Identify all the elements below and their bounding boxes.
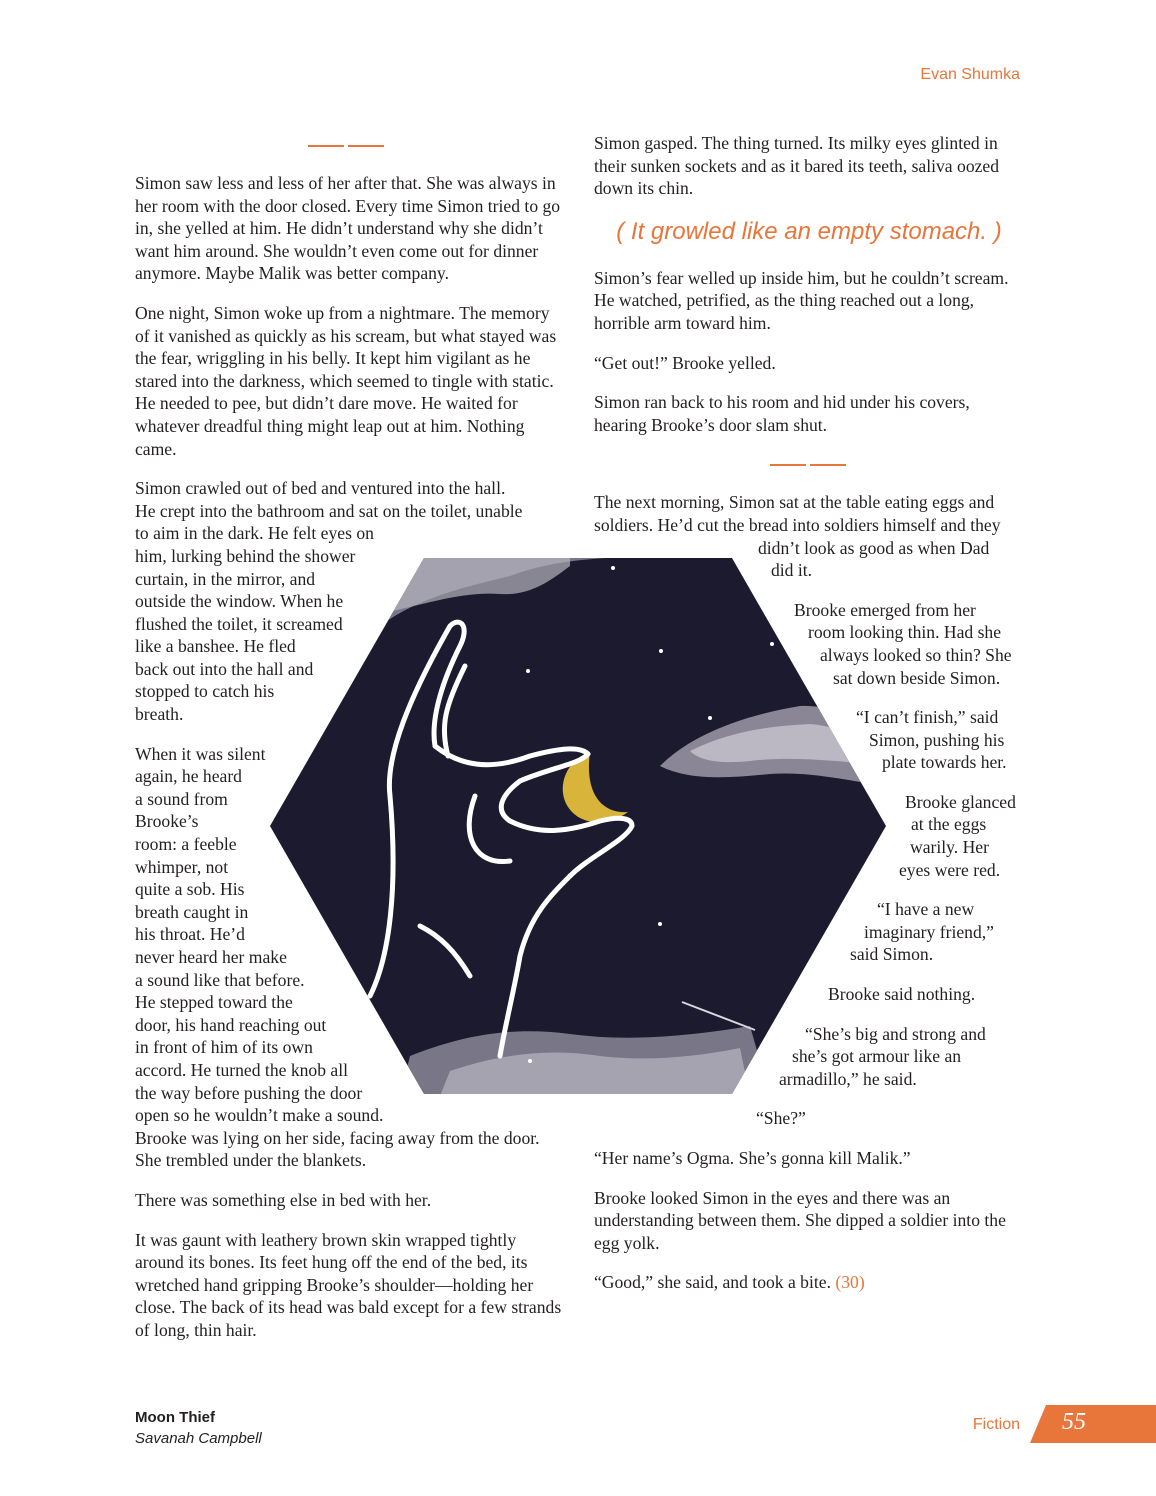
paragraph-wrapped: Simon crawled out of bed and ventured into the hall. He crept into the bathroom and sat on the toilet, unable to aim in the dark. He felt eyes on him, lurking behind the shower curtain, in the mirror, and outside the window. When he flushed the toilet, it screamed like a banshee. He fled back out into the hall and stopped to catch his breath. (135, 478, 523, 725)
paragraph-wrapped: When it was silent again, he heard a sound from Brooke’s room: a feeble whimper, not quite a sob. His breath caught in his throat. He’d never heard her make a sound like that before. He stepped toward the door, his hand reaching out in front of him of its own accord. He turned the knob all the way before pushing the door open so he wouldn’t make a sound. Brooke was lying on her side, facing away from the door. She trembled under the blankets. (135, 743, 540, 1171)
paragraph: “Her name’s Ogma. She’s gonna kill Malik.” (594, 1148, 911, 1168)
page-number-tab (1030, 1405, 1156, 1443)
paragraph-wrapped: Brooke glanced at the eggs warily. Her eyes were red. (899, 791, 1016, 880)
star-icon (528, 1059, 532, 1063)
paragraph: Simon saw less and less of her after that. She was always in her room with the door closed. Every time Simon tried to go in, she yelled at him. He didn’t understand why she didn’t want him around. She wouldn’t even come out for dinner anymore. Maybe Malik was better company. (135, 173, 561, 284)
pull-quote: ( It growled like an empty stomach. ) (616, 217, 1002, 245)
paragraph-wrapped: The next morning, Simon sat at the table eating eggs and soldiers. He’d cut the bread into soldiers himself and they didn’t look as good as when Dad did it. (594, 492, 1001, 581)
paragraph: “Good,” she said, and took a bite. (30) (594, 1272, 865, 1293)
running-header-author: Evan Shumka (920, 66, 1020, 83)
paragraph-wrapped: Brooke said nothing. (828, 984, 976, 1005)
story-author: Savanah Campbell (135, 1430, 262, 1447)
paragraph-wrapped: “I have a new imaginary friend,” said Simon. (850, 899, 994, 965)
star-icon (659, 649, 663, 653)
paragraph: It was gaunt with leathery brown skin wrapped tightly around its bones. Its feet hung off the end of the bed, its wretched hand gripping Brooke’s shoulder—holding her close. The back of its head was bald except for a few strands of long, thin hair. (135, 1229, 562, 1340)
star-icon (658, 922, 662, 926)
reference-number: (30) (835, 1272, 865, 1293)
paragraph-wrapped: “She?” (756, 1108, 806, 1129)
section-divider (308, 145, 384, 148)
moon-thief-illustration (270, 556, 886, 1096)
paragraph: Simon’s fear welled up inside him, but he couldn’t scream. He watched, petrified, as the thing reached out a long, horrible arm toward him. (594, 267, 1009, 333)
star-icon (708, 716, 712, 720)
paragraph: Simon ran back to his room and hid under his covers, hearing Brooke’s door slam shut. (594, 392, 970, 435)
star-icon (526, 669, 530, 673)
paragraph: Brooke looked Simon in the eyes and there was an understanding between them. She dipped a soldier into the egg yolk. (594, 1187, 1006, 1253)
star-icon (611, 566, 615, 570)
paragraph: There was something else in bed with her. (135, 1189, 432, 1210)
paragraph: Simon gasped. The thing turned. Its milky eyes glinted in their sunken sockets and as it bared its teeth, saliva oozed down its chin. (594, 133, 1000, 199)
paragraph: “Get out!” Brooke yelled. (594, 352, 776, 373)
paragraph-wrapped: Brooke emerged from her room looking thin. Had she always looked so thin? She sat down beside Simon. (794, 599, 1012, 688)
paragraph-wrapped: “She’s big and strong and she’s got armour like an armadillo,” he said. (779, 1023, 986, 1089)
star-icon (770, 642, 774, 646)
paragraph: One night, Simon woke up from a nightmare. The memory of it vanished as quickly as his scream, but what stayed was the fear, wriggling in his belly. It kept him vigilant as he stared into the darkness, which seemed to tingle with static. He needed to pee, but didn’t dare move. He waited for whatever dreadful thing might leap out at him. Nothing came. (135, 302, 557, 459)
story-title: Moon Thief (135, 1409, 215, 1426)
paragraph-wrapped: “I can’t finish,” said Simon, pushing his plate towards her. (856, 707, 1007, 773)
section-label: Fiction (972, 1416, 1020, 1433)
page-number: 55 (1062, 1409, 1086, 1435)
